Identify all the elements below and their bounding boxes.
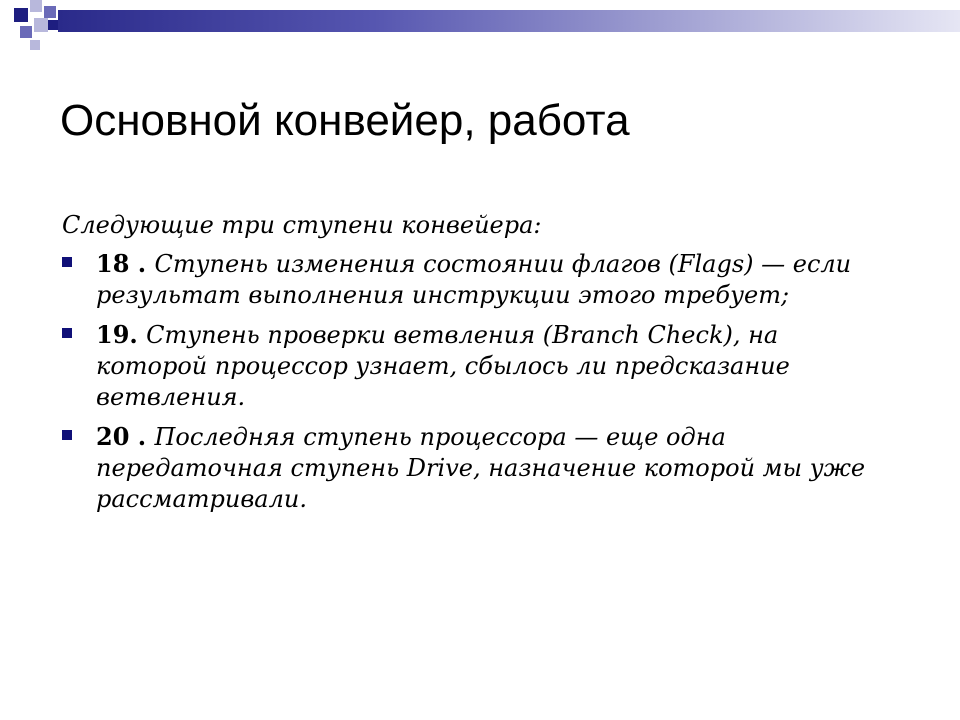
stage-number: 20 . (96, 422, 155, 451)
header-gradient-band (58, 10, 960, 32)
square-bullet-icon (62, 328, 72, 338)
decor-square (48, 20, 58, 30)
stage-description: Ступень изменения состоянии флагов (Flags) — если результат выполнения инструкции этого требует; (96, 250, 852, 309)
decor-square (30, 0, 42, 12)
stage-number: 18 . (96, 249, 155, 278)
decor-square (44, 6, 56, 18)
decor-square (30, 40, 40, 50)
square-bullet-icon (62, 257, 72, 267)
list-item (62, 248, 882, 311)
stage-description: Последняя ступень процессора — еще одна передаточная ступень Drive, назначение которой мы уже рассматривали. (96, 423, 866, 513)
decor-square (20, 26, 32, 38)
intro-text: Следующие три ступени конвейера: (62, 211, 542, 239)
square-bullet-icon (62, 430, 72, 440)
list-item (62, 319, 882, 413)
header-decoration (0, 0, 960, 60)
stage-number: 19. (96, 320, 147, 349)
list-item (62, 421, 882, 515)
stage-description: Ступень проверки ветвления (Branch Check), на которой процессор узнает, сбылось ли предсказание ветвления. (96, 321, 790, 411)
slide-title: Основной конвейер, работа (60, 96, 630, 145)
stage-list (62, 248, 882, 515)
decor-square (34, 18, 48, 32)
slide-content (62, 210, 882, 523)
decor-square (14, 8, 28, 22)
